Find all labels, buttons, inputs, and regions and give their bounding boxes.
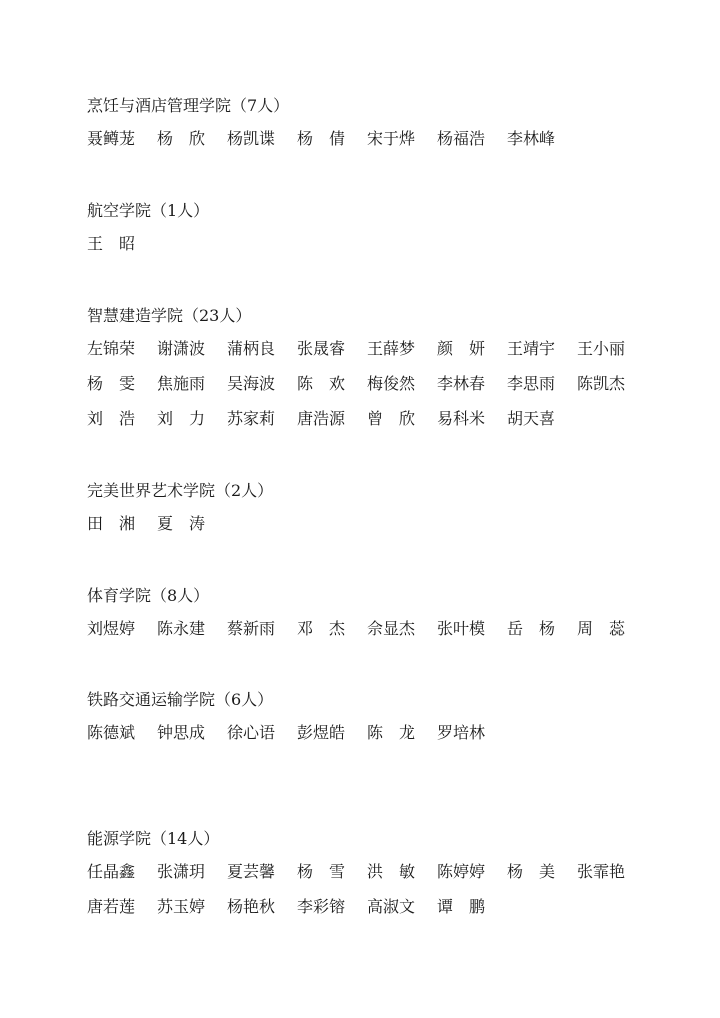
- student-name: 易科米: [437, 409, 486, 428]
- section-title: 体育学院（8人）: [87, 586, 210, 605]
- student-name: 颜 妍: [437, 339, 486, 358]
- section-railway-transport: [87, 689, 647, 757]
- student-name: 夏 涛: [157, 514, 206, 533]
- name-row: [87, 722, 647, 757]
- name-list: [87, 861, 647, 931]
- student-name: 陈 欢: [297, 374, 346, 393]
- section-energy: [87, 828, 647, 931]
- student-name: 王 昭: [87, 234, 136, 253]
- student-name: 苏家莉: [227, 409, 276, 428]
- name-row: [87, 896, 647, 931]
- section-sports: [87, 585, 647, 653]
- student-name: 罗培林: [437, 723, 486, 742]
- student-name: 王薛梦: [367, 339, 416, 358]
- name-list: [87, 722, 647, 757]
- student-name: 王小丽: [577, 339, 626, 358]
- student-name: 胡天喜: [507, 409, 556, 428]
- name-list: [87, 513, 647, 548]
- section-title: 完美世界艺术学院（2人）: [87, 481, 274, 500]
- name-list: [87, 128, 647, 163]
- student-name: 彭煜皓: [297, 723, 346, 742]
- student-name: 唐浩源: [297, 409, 346, 428]
- student-name: 陈婷婷: [437, 862, 486, 881]
- student-name: 周 蕊: [577, 619, 626, 638]
- name-row: [87, 128, 647, 163]
- student-name: 吴海波: [227, 374, 276, 393]
- name-row: [87, 408, 647, 443]
- student-name: 洪 敏: [367, 862, 416, 881]
- student-name: 梅俊然: [367, 374, 416, 393]
- name-row: [87, 338, 647, 373]
- name-row: [87, 233, 647, 268]
- section-perfect-world-art: [87, 480, 647, 548]
- student-name: 张潇玥: [157, 862, 206, 881]
- student-name: 邓 杰: [297, 619, 346, 638]
- section-smart-construction: [87, 305, 647, 443]
- student-name: 聂鳟茏: [87, 129, 136, 148]
- student-name: 苏玉婷: [157, 897, 206, 916]
- section-aviation: [87, 200, 647, 268]
- student-name: 杨 欣: [157, 129, 206, 148]
- student-name: 谭 鹏: [437, 897, 486, 916]
- student-name: 唐若莲: [87, 897, 136, 916]
- name-list: [87, 338, 647, 443]
- student-name: 焦施雨: [157, 374, 206, 393]
- student-name: 陈永建: [157, 619, 206, 638]
- student-name: 杨凯谍: [227, 129, 276, 148]
- student-name: 刘 力: [157, 409, 206, 428]
- student-name: 佘显杰: [367, 619, 416, 638]
- student-name: 宋于烨: [367, 129, 416, 148]
- student-name: 谢潇波: [157, 339, 206, 358]
- student-name: 左锦荣: [87, 339, 136, 358]
- student-name: 杨 美: [507, 862, 556, 881]
- student-name: 刘煜婷: [87, 619, 136, 638]
- student-name: 张叶模: [437, 619, 486, 638]
- section-title: 烹饪与酒店管理学院（7人）: [87, 96, 290, 115]
- section-title: 智慧建造学院（23人）: [87, 306, 252, 325]
- student-name: 蒲柄良: [227, 339, 276, 358]
- student-name: 杨 雪: [297, 862, 346, 881]
- student-name: 张霏艳: [577, 862, 626, 881]
- student-name: 钟思成: [157, 723, 206, 742]
- name-row: [87, 861, 647, 896]
- student-name: 杨 雯: [87, 374, 136, 393]
- section-title: 铁路交通运输学院（6人）: [87, 690, 274, 709]
- student-name: 徐心语: [227, 723, 276, 742]
- student-name: 陈 龙: [367, 723, 416, 742]
- student-name: 张晟睿: [297, 339, 346, 358]
- student-name: 任晶鑫: [87, 862, 136, 881]
- student-name: 岳 杨: [507, 619, 556, 638]
- student-name: 曾 欣: [367, 409, 416, 428]
- student-name: 蔡新雨: [227, 619, 276, 638]
- name-list: [87, 233, 647, 268]
- section-title: 航空学院（1人）: [87, 201, 210, 220]
- student-name: 李林峰: [507, 129, 556, 148]
- student-name: 李思雨: [507, 374, 556, 393]
- name-row: [87, 513, 647, 548]
- student-name: 高淑文: [367, 897, 416, 916]
- name-row: [87, 618, 647, 653]
- name-row: [87, 373, 647, 408]
- student-name: 杨福浩: [437, 129, 486, 148]
- section-culinary-hotel: [87, 95, 647, 163]
- name-list: [87, 618, 647, 653]
- student-name: 田 湘: [87, 514, 136, 533]
- student-name: 陈凯杰: [577, 374, 626, 393]
- student-name: 杨艳秋: [227, 897, 276, 916]
- student-name: 夏芸馨: [227, 862, 276, 881]
- student-name: 王靖宇: [507, 339, 556, 358]
- student-name: 刘 浩: [87, 409, 136, 428]
- student-name: 杨 倩: [297, 129, 346, 148]
- student-name: 李林春: [437, 374, 486, 393]
- student-name: 陈德斌: [87, 723, 136, 742]
- student-name: 李彩镕: [297, 897, 346, 916]
- section-title: 能源学院（14人）: [87, 829, 220, 848]
